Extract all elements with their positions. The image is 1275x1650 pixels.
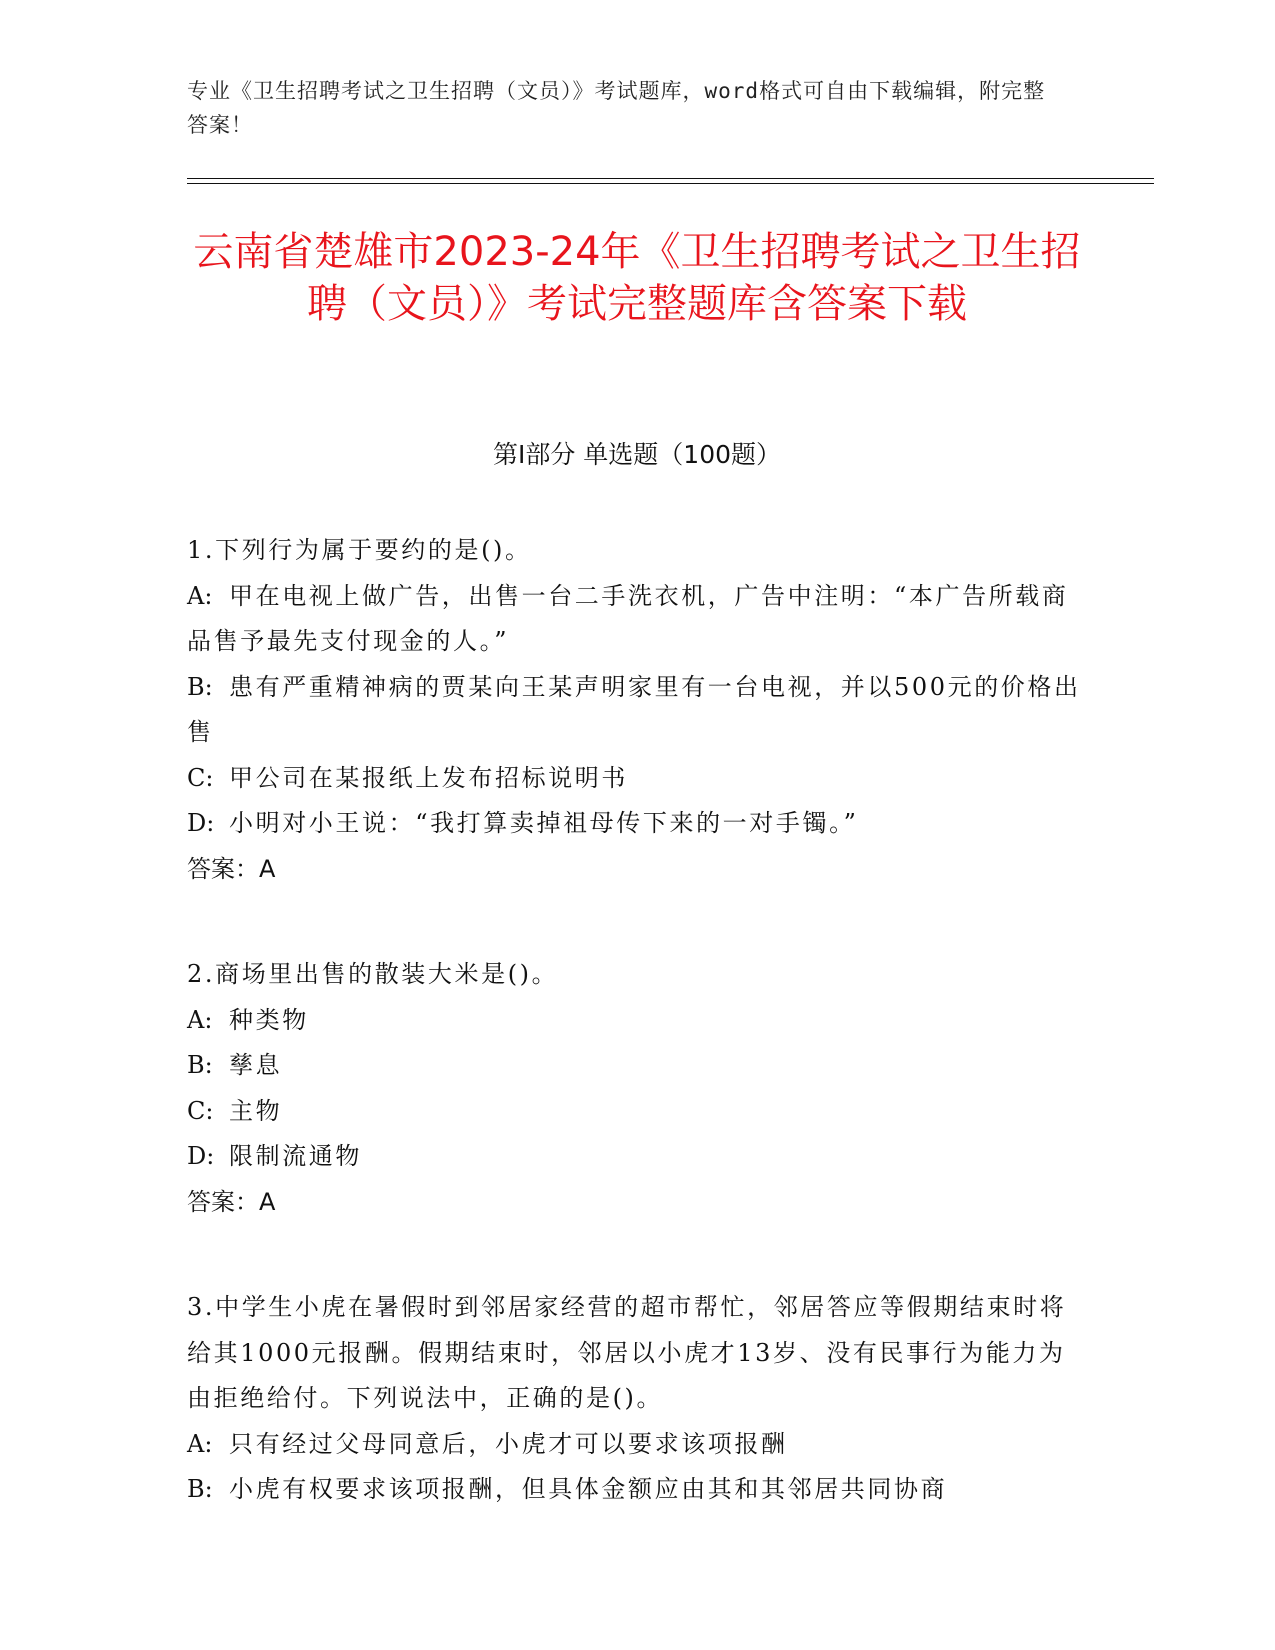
option-key: A: xyxy=(187,1429,213,1458)
question-stem: 3.中学生小虎在暑假时到邻居家经营的超市帮忙，邻居答应等假期结束时将给其1000元报酬。假期结束时，邻居以小虎才13岁、没有民事行为能力为由拒绝给付。下列说法中，正确的是()。 xyxy=(187,1293,1067,1412)
option-b xyxy=(187,665,1087,756)
option-key: B: xyxy=(187,1475,213,1503)
option-key: A: xyxy=(187,581,213,610)
option-key: A: xyxy=(187,1005,213,1034)
option-key: C: xyxy=(187,763,214,792)
option-key: B: xyxy=(187,1051,213,1079)
section-title: 第I部分 单选题（100题） xyxy=(492,440,782,469)
option-b xyxy=(187,1467,1087,1513)
option-b xyxy=(187,1043,1087,1089)
option-c xyxy=(187,756,1087,802)
option-text: 限制流通物 xyxy=(229,1142,362,1170)
header-rule-bottom xyxy=(187,183,1154,184)
header-rule-top xyxy=(187,178,1154,179)
option-key: C: xyxy=(187,1096,214,1125)
option-text: 孳息 xyxy=(229,1051,283,1079)
option-key: D: xyxy=(187,1142,215,1170)
question-list xyxy=(187,528,1087,1573)
option-text: 只有经过父母同意后，小虎才可以要求该项报酬 xyxy=(229,1429,788,1458)
option-a xyxy=(187,574,1087,665)
option-d xyxy=(187,1134,1087,1180)
option-text: 小明对小王说：“我打算卖掉祖母传下来的一对手镯。” xyxy=(229,809,859,837)
option-text: 种类物 xyxy=(229,1005,309,1034)
answer: 答案：A xyxy=(187,854,276,883)
option-text: 甲公司在某报纸上发布招标说明书 xyxy=(229,763,628,792)
option-text: 患有严重精神病的贾某向王某声明家里有一台电视，并以500元的价格出售 xyxy=(187,672,1081,746)
question-1 xyxy=(187,528,1087,892)
option-text: 主物 xyxy=(229,1096,283,1125)
document-title: 云南省楚雄市2023-24年《卫生招聘考试之卫生招聘（文员）》考试完整题库含答案下载 xyxy=(193,229,1081,327)
header-note: 专业《卫生招聘考试之卫生招聘（文员）》考试题库，word格式可自由下载编辑，附完整答案！ xyxy=(187,79,1046,137)
question-3 xyxy=(187,1285,1087,1513)
question-2 xyxy=(187,952,1087,1225)
question-stem: 1.下列行为属于要约的是()。 xyxy=(187,536,532,564)
option-d xyxy=(187,801,1087,847)
answer: 答案：A xyxy=(187,1187,276,1216)
question-stem: 2.商场里出售的散装大米是()。 xyxy=(187,960,559,988)
option-c xyxy=(187,1089,1087,1135)
option-a xyxy=(187,998,1087,1044)
option-text: 小虎有权要求该项报酬，但具体金额应由其和其邻居共同协商 xyxy=(229,1475,948,1503)
option-key: D: xyxy=(187,809,215,837)
option-a xyxy=(187,1422,1087,1468)
option-text: 甲在电视上做广告，出售一台二手洗衣机，广告中注明：“本广告所载商品售予最先支付现金的人。” xyxy=(187,581,1069,655)
option-key: B: xyxy=(187,672,213,701)
